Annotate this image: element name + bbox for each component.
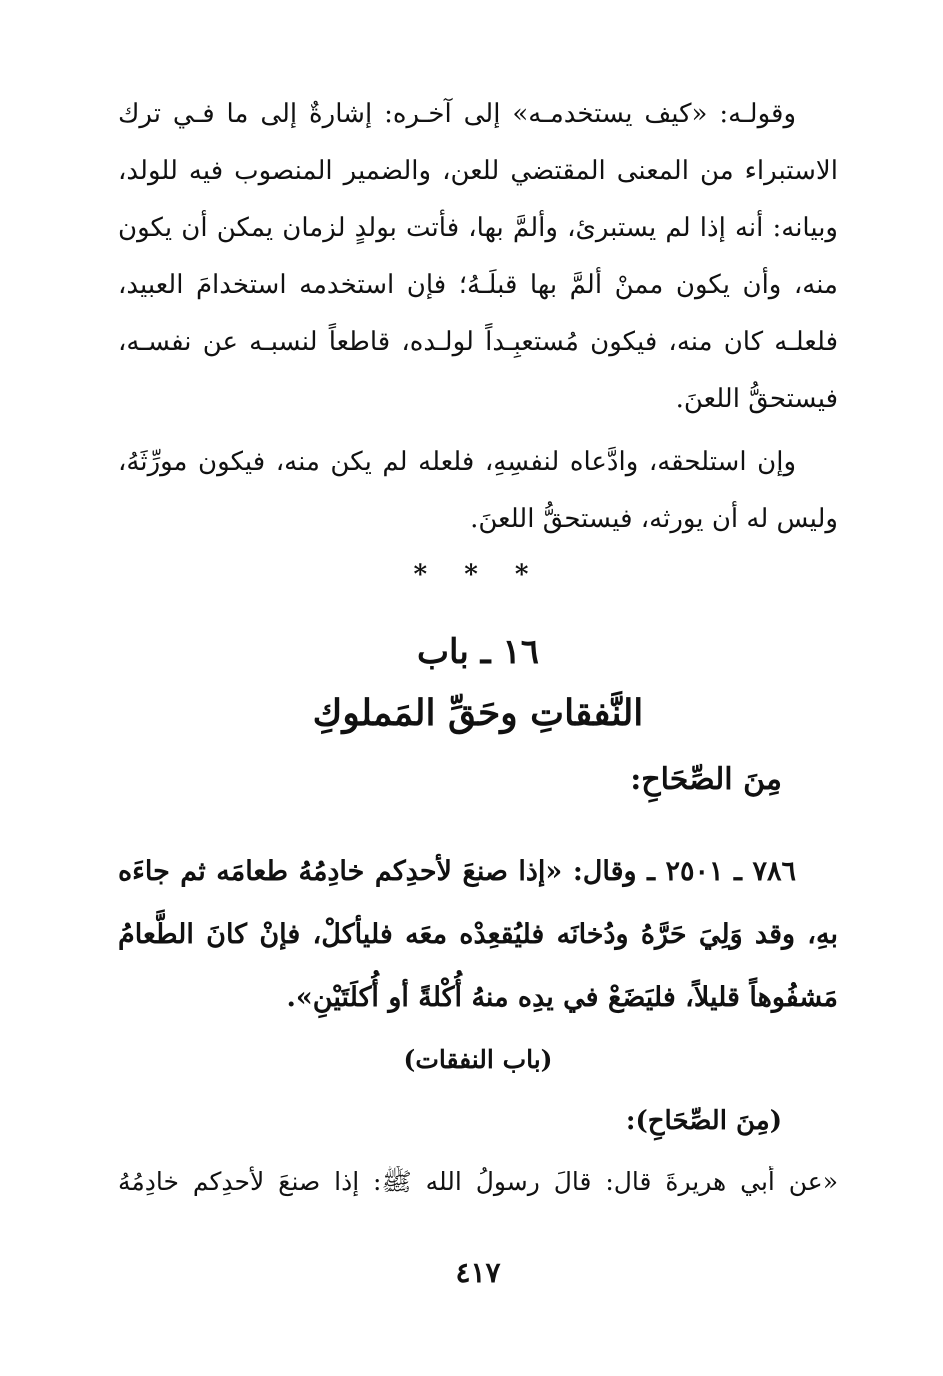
paragraph-1-text: وقولـه: «كيف يستخدمـه» إلى آخـره: إشارةٌ إلى ما فـي ترك الاستبراء من المعنى المقتضي للعن، والضمير المنصوب فيه للولد، وبيانه: أنه إذا لم يستبرئ، وألمَّ بها، فأتت بولدٍ لزمان يمكن أن يكون منه، وأن يكون ممنْ ألمَّ بها قبلَـهُ؛ فإن استخدمه استخدامَ العبيد، فلعلـه كان منه، فيكون مُستعبِـداً لولـده، قاطعاً لنسبـه عن نفسـه، فيستحقُّ اللعنَ. bbox=[118, 99, 838, 414]
chapter-number: ١٦ ـ باب bbox=[417, 632, 539, 672]
paragraph-2-text: وإن استلحقه، وادَّعاه لنفسِهِ، فلعله لم يكن منه، فيكون مورِّثَهُ، وليس له أن يورثه، فيستحقُّ اللعنَ. bbox=[118, 447, 838, 534]
commentary-section-label: (مِنَ الصِّحَاحِ): bbox=[625, 1106, 782, 1136]
section-separator: * * * bbox=[413, 560, 543, 590]
book-page bbox=[118, 0, 838, 1376]
commentary-paragraph-2 bbox=[118, 434, 838, 548]
hadith-text bbox=[118, 840, 838, 1029]
commentary-title: (باب النفقات) bbox=[403, 1045, 553, 1074]
page-number: ٤١٧ bbox=[455, 1256, 501, 1289]
section-label: مِنَ الصِّحَاحِ: bbox=[630, 762, 782, 797]
hadith-body: ٧٨٦ ـ ٢٥٠١ ـ وقال: «إذا صنعَ لأحدِكم خادِمُهُ طعامَه ثم جاءَه بهِ، وقد وَلِيَ حَرَّهُ ودُخانَه فليُقعِدْه معَه فليأكلْ، فإنْ كانَ الطَّعامُ مَشفُوهاً قليلاً، فليَضَعْ في يدِه منهُ أُكْلةً أو أُكلَتَيْنِ». bbox=[118, 856, 838, 1013]
commentary-paragraph-1 bbox=[118, 86, 838, 428]
commentary-first-line: «عن أبي هريرةَ قال: قالَ رسولُ الله ﷺ: إذا صنعَ لأحدِكم خادِمُهُ bbox=[118, 1167, 838, 1196]
chapter-title: النَّفقاتِ وحَقِّ المَملوكِ bbox=[312, 692, 644, 734]
